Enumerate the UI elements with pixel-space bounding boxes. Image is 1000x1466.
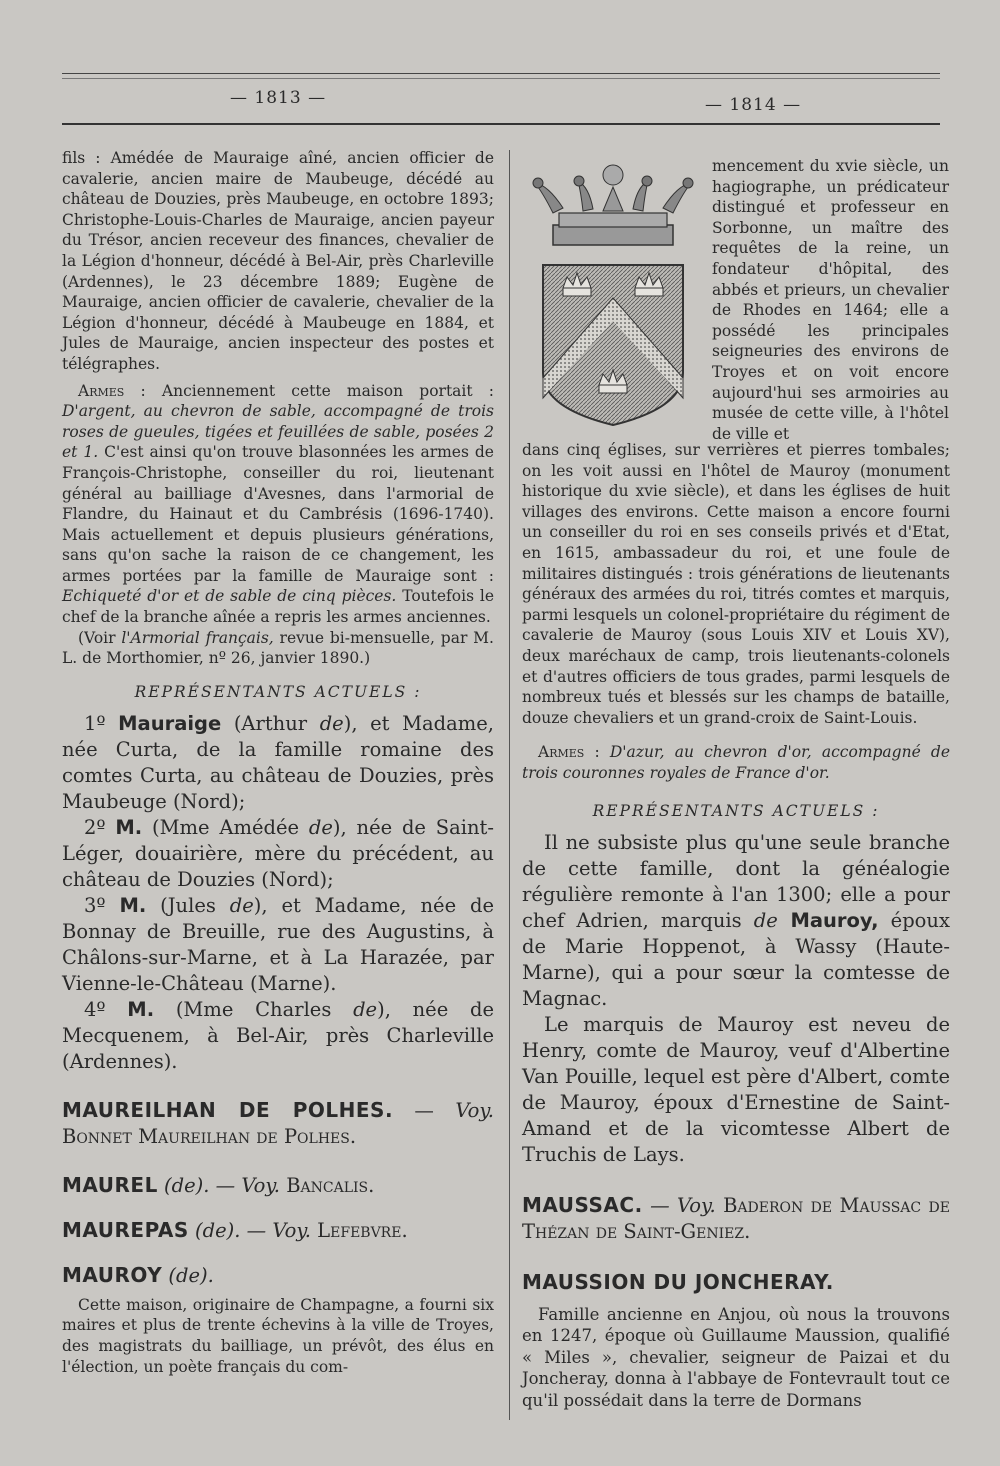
armes-label-right: Armes: [538, 743, 585, 762]
voir-title: l'Armorial français,: [121, 628, 274, 647]
representant-4: [62, 997, 494, 1075]
armes-blazon-mauroy: D'azur, au chevron d'or, accompagné de trois couronnes royales de France d'or.: [522, 743, 951, 782]
voir-text-a: (Voir: [78, 628, 122, 647]
paragraph-mauroy-branch: [522, 830, 950, 1012]
armes-text-a: : Anciennement cette maison portait :: [124, 381, 494, 400]
top-rule: [62, 73, 940, 74]
entry-mauroy-particle: (de).: [162, 1263, 214, 1287]
rep-4-text-a: (Mme Charles: [154, 997, 354, 1021]
top-rule-secondary: [62, 78, 940, 79]
representant-1: [62, 711, 494, 815]
rep-3-text-b: ), et Madame, née de Bonnay de Breuille, rue des Augustins, à Châlons-sur-Marne, et à La Harazée, par Vienne-le-Château (Marne).: [62, 893, 494, 995]
rep-3-name: M.: [119, 893, 147, 917]
rep-1-particle: de: [319, 711, 344, 735]
rep-2-name: M.: [115, 815, 143, 839]
left-column: [62, 148, 494, 1377]
paragraph-voir: [62, 628, 494, 669]
entry-maurepas: [62, 1217, 494, 1244]
entry-maussac-voy: — Voy.: [642, 1193, 716, 1217]
page-number-left: — 1813 —: [230, 88, 327, 108]
section-title-representants-right: REPRÉSENTANTS ACTUELS :: [592, 801, 880, 820]
entry-maussion-name: MAUSSION DU JONCHERAY.: [522, 1269, 834, 1294]
entry-maurepas-ref: Lefebvre.: [310, 1218, 408, 1242]
armes-label: Armes: [78, 381, 125, 400]
mauroy-branch-text-b: époux de Marie Hoppenot, à Wassy (Haute-Marne), qui a pour sœur la comtesse de Magnac.: [522, 908, 950, 1010]
entry-maureilhan-voy: Voy.: [455, 1098, 494, 1122]
mauroy-branch-name: Mauroy,: [777, 908, 879, 932]
page-number-right: — 1814 —: [705, 95, 802, 115]
paragraph-armes-mauroy: [522, 742, 950, 783]
entry-maurepas-particle: (de).: [188, 1218, 241, 1242]
entry-maureilhan-name: MAUREILHAN DE POLHES.: [62, 1097, 394, 1122]
entry-maureilhan-dash: —: [393, 1098, 434, 1122]
crown-icon: [533, 165, 693, 245]
rep-4-name: M.: [127, 997, 155, 1021]
mauroy-continuation-top: mencement du xvie siècle, un hagiographe, un prédicateur distingué et professeur en Sorbonne, un maître des requêtes de la reine, un fondateur d'hôpital, des abbés et prieurs, un chevalier de Rhodes en 1464; elle a possédé les principales seigneuries des environs de Troyes et on voit encore aujourd'hui ses armoiries au musée de cette ville, à l'hôtel de ville et: [712, 157, 949, 443]
rep-2-number: 2º: [84, 815, 116, 839]
entry-maureilhan-ref: Bonnet Maureilhan de Polhes.: [62, 1124, 357, 1148]
rep-1-number: 1º: [84, 711, 119, 735]
paragraph-sons: fils : Amédée de Mauraige aîné, ancien officier de cavalerie, ancien maire de Maubeuge, décédé au château de Douzies, près Maubeuge, en octobre 1893; Christophe-Louis-Charles de Mauraige, ancien payeur du Trésor, ancien receveur des finances, chevalier de la Légion d'honneur, décédé à Bel-Air, près Charleville (Ardennes), le 23 décembre 1889; Eugène de Mauraige, ancien officier de cavalerie, chevalier de la Légion d'honneur, décédé à Maubeuge en 1884, et Jules de Mauraige, ancien inspecteur des postes et télégraphes.: [62, 149, 494, 373]
entry-maurel-voy: — Voy.: [209, 1173, 281, 1197]
entry-maussac-name: MAUSSAC.: [522, 1192, 643, 1217]
right-column: [522, 440, 950, 1411]
entry-maurepas-name: MAUREPAS: [62, 1217, 189, 1242]
entry-maussion-text: Famille ancienne en Anjou, où nous la trouvons en 1247, époque où Guillaume Maussion, qualifié « Miles », chevalier, seigneur de Paizai et du Joncheray, donna à l'abbaye de Fontevrault tout ce qu'il possédait dans la terre de Dormans: [522, 1304, 950, 1410]
representant-3: [62, 893, 494, 997]
rep-1-text-a: (Arthur: [221, 711, 320, 735]
entry-mauroy-text: Cette maison, originaire de Champagne, a fourni six maires et plus de trente échevins à la ville de Troyes, des magistrats du bailliage, un prévôt, des élus en l'élection, un poète français du com-: [62, 1295, 494, 1376]
rep-2-text-a: (Mme Amédée: [142, 815, 309, 839]
right-column-top: [712, 156, 949, 444]
rep-2-text-b: ), née de Saint-Léger, douairière, mère du précédent, au château de Douzies (Nord);: [62, 815, 494, 891]
mauroy-branch-text-a: Il ne subsiste plus qu'une seule branche de cette famille, dont la généalogie régulière remonte à l'an 1300; elle a pour chef Adrien, marquis: [522, 830, 950, 932]
entry-maussion-heading: [522, 1269, 950, 1296]
armes-right-sep: :: [584, 743, 610, 762]
paragraph-armes-mauraige: [62, 381, 494, 628]
rep-3-text-a: (Jules: [146, 893, 230, 917]
armes-text-e: Toutefois le chef de la branche aînée a repris les armes anciennes.: [62, 587, 494, 627]
coat-of-arms-crown-shield-icon: [523, 153, 703, 428]
rep-4-particle: de: [353, 997, 378, 1021]
armes-text-c: C'est ainsi qu'on trouve blasonnées les armes de François-Christophe, conseiller du roi, lieutenant général au bailliage d'Avesnes, dans l'armorial de Flandre, du Hainaut et du Cambrésis (1696-1740). Mais actuellement et depuis plusieurs générations, sans qu'on sache la raison de ce changement, les armes portées par la famille de Mauraige sont :: [62, 443, 494, 585]
mauroy-continuation: dans cinq églises, sur verrières et pierres tombales; on les voit aussi en l'hôtel de Mauroy (monument historique du xvie siècle), et dans les églises de huit villages des environs. Cette maison a encore fourni un conseiller du roi en ses conseils privés et d'Etat, en 1615, ambassadeur du roi, et une foule de militaires distingués : trois générations de lieutenants généraux des armées du roi, titrés comtes et marquis, parmi lesquels un colonel-propriétaire du régiment de cavalerie de Mauroy (sous Louis XIV et Louis XV), deux maréchaux de camp, trois lieutenants-colonels et d'autres officiers de tous grades, parmi lesquels de nombreux tués et blessés sur les champs de bataille, douze chevaliers et un grand-croix de Saint-Louis.: [522, 441, 950, 727]
armes-blazon-new: Echiqueté d'or et de sable de cinq pièces.: [62, 587, 397, 606]
rep-3-particle: de: [229, 893, 254, 917]
entry-mauroy-name: MAUROY: [62, 1262, 163, 1287]
entry-maurel-ref: Bancalis.: [280, 1173, 375, 1197]
rep-1-text-b: ), et Madame, née Curta, de la famille romaine des comtes Curta, au château de Douzies, près Maubeuge (Nord);: [62, 711, 494, 813]
rep-3-number: 3º: [84, 893, 120, 917]
entry-maurepas-voy: — Voy.: [240, 1218, 311, 1242]
rep-1-name: Mauraige: [118, 711, 222, 735]
entry-maurel: [62, 1172, 494, 1199]
paragraph-mauroy-nephew: Le marquis de Mauroy est neveu de Henry, comte de Mauroy, veuf d'Albertine Van Pouille, lequel est père d'Albert, comte de Mauroy, époux d'Ernestine de Saint-Amand et de la vicomtesse Albert de Truchis de Lays.: [522, 1012, 950, 1166]
header-rule: [62, 123, 940, 125]
entry-maussac: [522, 1192, 950, 1245]
entry-maureilhan: [62, 1097, 494, 1150]
rep-4-text-b: ), née de Mecquenem, à Bel-Air, près Charleville (Ardennes).: [62, 997, 494, 1073]
representant-2: [62, 815, 494, 893]
rep-2-particle: de: [308, 815, 333, 839]
entry-maurel-particle: (de).: [157, 1173, 210, 1197]
column-divider: [509, 150, 510, 1420]
section-title-representants-left: REPRÉSENTANTS ACTUELS :: [134, 682, 422, 701]
mauroy-branch-particle: de: [753, 908, 778, 932]
entry-mauroy-heading: [62, 1262, 494, 1289]
voir-text-c: revue bi-mensuelle, par M. L. de Morthomier, nº 26, janvier 1890.): [62, 628, 494, 668]
entry-maussac-ref: Baderon de Maussac de Thézan de Saint-Geniez.: [522, 1193, 950, 1243]
shield-icon: [543, 265, 683, 425]
rep-4-number: 4º: [84, 997, 128, 1021]
armes-blazon-old: D'argent, au chevron de sable, accompagné de trois roses de gueules, tigées et feuillées de sable, posées 2 et 1.: [62, 402, 494, 462]
entry-maurel-name: MAUREL: [62, 1172, 158, 1197]
